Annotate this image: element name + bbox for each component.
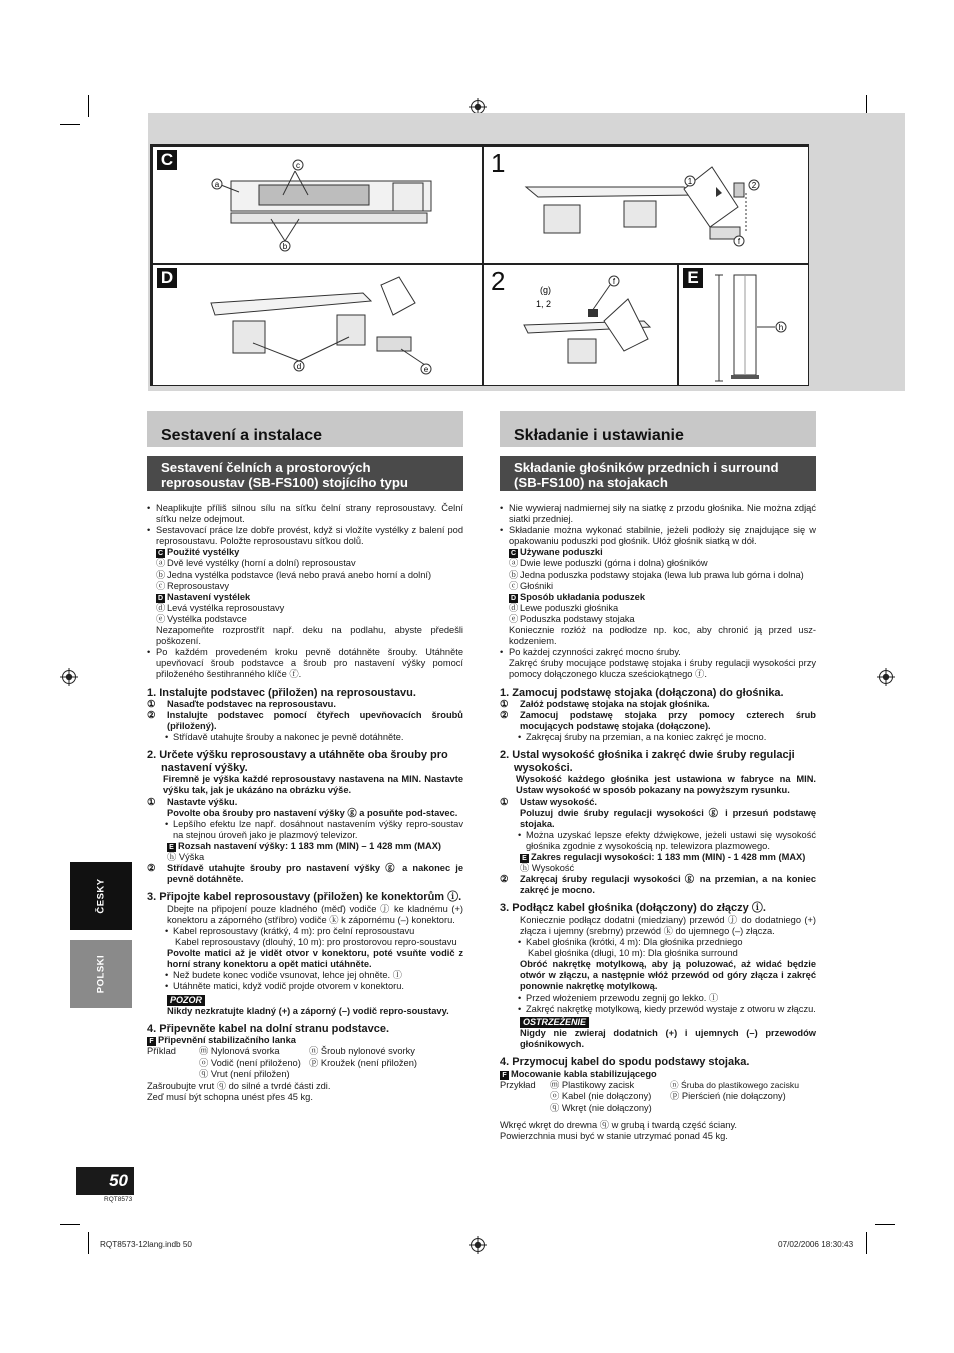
paragraph: Powierzchnia musi być w stanie utrzymać ponad 45 kg. — [500, 1131, 728, 1142]
list-item: ① Nasaďte podstavec na reprosoustavu. — [147, 699, 336, 709]
caution-text: Nikdy nezkratujte kladný (+) a záporný (–) vodič repro-soustavy. — [167, 1005, 449, 1016]
pad-placement-illustration — [153, 265, 484, 387]
list-item: ② Střídavě utahujte šrouby pro nastavení výšky ⓖ a nakonec je pevně dotáhněte. — [147, 863, 463, 885]
crop-mark — [866, 1232, 867, 1254]
list-item: ⓗ Výška — [167, 852, 205, 863]
bullet: • Zakręcaj śruby na przemian, a na koniec zakręć je mocno. — [500, 732, 816, 743]
crop-mark — [60, 1224, 80, 1225]
bullet: • Než budete konec vodiče vsunovat, lehce jej ohněte. ⓛ — [147, 970, 463, 981]
paragraph: Firemně je výška každé reprosoustavy nastavena na MIN. Nastavte výšku tak, jak je ukázáno na obrázku výše. — [163, 774, 463, 796]
label-e: e — [423, 365, 429, 374]
list-item: ⓓ Levá vystélka reprosoustavy — [156, 602, 285, 613]
bullet: • Lepšího efektu lze např. dosáhnout nastavením výšky repro-soustav na stejnou úroveň jako je plazmový televizor. — [147, 819, 463, 841]
caution-badge: OSTRZEŻENIE — [520, 1017, 589, 1028]
panel-1-number: 1 — [491, 148, 506, 178]
list-item: ⓐ Dvě levé vystélky (horní a dolní) reprosoustav — [156, 558, 356, 569]
panel-d — [152, 264, 483, 386]
example-item: ⓝ Śruba do plastikowego zacisku — [670, 1079, 799, 1090]
tab-polski: POLSKI — [70, 940, 132, 1008]
example-item: ⓟ Pierścień (nie dołączony) — [670, 1091, 786, 1102]
d-heading: D Sposób układania poduszek — [510, 591, 646, 602]
paragraph: Wysokość każdego głośnika jest ustawiona w fabryce na MIN. Ustaw wysokość w sposób pokazany na powyższym rysunku. — [516, 774, 816, 796]
f-heading: F Mocowanie kabla stabilizującego — [500, 1069, 816, 1080]
doc-code: RQT8573 — [104, 1196, 133, 1203]
height-range-illustration — [679, 265, 810, 387]
example-item: ⓜ Nylonová svorka — [199, 1046, 280, 1057]
example-item: ⓜ Plastikowy zacisk — [550, 1079, 635, 1090]
example-item: ⓠ Wkręt (nie dołączony) — [550, 1102, 652, 1113]
bullet: • Střídavě utahujte šrouby a nakonec je pevně dotáhněte. — [147, 732, 463, 743]
paragraph: • Po každém provedeném kroku pevně dotáhněte šrouby. Utáhněte upevňovací šroub podstavce a šroub pro nastavení výšky pomocí přiloženého šestihranného klíče ⓕ. — [147, 647, 463, 680]
registration-mark-left — [60, 668, 78, 686]
step-2-title: 2. Ustal wysokość głośnika i zakręć dwie śruby regulacji wysokości. — [500, 749, 795, 774]
paragraph: Povolte oba šrouby pro nastavení výšky ⓖ a posuňte pod-stavec. — [167, 807, 458, 818]
list-item: ① Ustaw wysokość. — [500, 796, 597, 807]
paragraph: Zakręć śruby mocujące podstawę stojaka i śruby regulacji wysokości przy pomocy dołączonego klucza sześciokątnego ⓕ. — [509, 658, 816, 680]
panel-e — [678, 264, 809, 386]
paragraph: • Sestavovací práce lze dobře provést, když si vložíte vystélky z balení pod reprosoustavu. Položte reprosoustavu síťkou dolů. — [147, 525, 463, 547]
paragraph: Dbejte na připojení pouze kladného (měď) vodiče ⓙ ke kladnému (+) konektoru a záporného (stříbro) vodiče ⓚ k zápornému (–) konektoru. — [167, 903, 463, 925]
list-item: ⓓ Lewe poduszki głośnika — [509, 602, 619, 613]
caution-badge: POZOR — [167, 995, 205, 1006]
step-3-title: 3. Připojte kabel reprosoustavy (přiložen) ke konektorům ⓘ. — [147, 891, 462, 904]
footer-file: RQT8573-12lang.indb 50 — [100, 1240, 192, 1249]
label-d: d — [296, 362, 302, 371]
section-title-pl: Składanie i ustawianie — [500, 411, 816, 447]
e-range: E Rozsah nastavení výšky: 1 183 mm (MIN) – 1 428 mm (MAX) — [147, 841, 463, 852]
label-b: b — [282, 242, 288, 251]
list-item: ⓒ Głośniki — [509, 580, 554, 591]
section-title-cz: Sestavení a instalace — [147, 411, 463, 447]
f-heading: F Připevnění stabilizačního lanka — [147, 1035, 463, 1046]
d-heading: D Nastavení vystélek — [157, 591, 251, 602]
step-4-title: 4. Připevněte kabel na dolní stranu podstavce. — [147, 1022, 390, 1035]
paragraph: Obróć nakrętkę motylkową, aby ją poluzować, aż widać będzie otwór w złączu, a następnie włóż przewód od góry złącza i zakręć ponownie nakrętkę motylkową. — [520, 959, 816, 992]
paragraph: Nezapomeňte rozprostřít např. deku na podlahu, abyste předešli poškození. — [156, 625, 463, 647]
list-item: ② Zakręcaj śruby regulacji wysokości ⓖ na przemian, a na koniec zakręć je mocno. — [500, 874, 816, 896]
paragraph: Koniecznie podłącz dodatni (miedziany) przewód ⓙ do dodatniego (+) złącza i ujemny (srebrny) przewód ⓚ do ujemnego (–) złącza. — [520, 914, 816, 936]
paragraph: Kabel reprosoustavy (dlouhý, 10 m): pro prostorovou repro-soustavu — [175, 937, 457, 948]
bullet: • Utáhněte matici, když vodič projde otvorem v konektoru. — [147, 981, 463, 992]
label-f2: f — [612, 277, 616, 286]
footer-date: 07/02/2006 18:30:43 — [778, 1240, 854, 1249]
panel-e-letter: E — [683, 268, 703, 288]
label-g: (g) — [540, 285, 551, 295]
list-item: ① Nastavte výšku. — [147, 796, 238, 807]
e-range: E Zakres regulacji wysokości: 1 183 mm (MIN) - 1 428 mm (MAX) — [500, 852, 816, 863]
label-h: h — [778, 323, 784, 332]
c-heading: C Używane poduszki — [510, 547, 603, 558]
example-item: ⓝ Šroub nylonové svorky — [309, 1046, 415, 1057]
list-item: ⓔ Vystélka podstavce — [156, 613, 247, 624]
panel-2-number: 2 — [491, 266, 506, 296]
crop-mark — [60, 124, 80, 125]
paragraph: Povolte matici až je vidět otvor v konektoru, poté vsuňte vodič z horní strany konektoru a opět matici utáhněte. — [167, 948, 463, 970]
label-f: f — [737, 237, 741, 246]
step-1-title: 1. Zamocuj podstawę stojaka (dołączona) do głośnika. — [500, 686, 784, 699]
paragraph: • Po każdej czynności zakręć mocno śruby. — [500, 647, 816, 658]
assembly-figure — [150, 144, 809, 386]
step-4-title: 4. Przymocuj kabel do spodu podstawy stojaka. — [500, 1056, 750, 1069]
subtitle-cz: Sestavení čelních a prostorových reprosoustav (SB-FS100) stojícího typu — [147, 456, 463, 491]
crop-mark — [88, 95, 89, 117]
list-item: ⓗ Wysokość — [520, 863, 575, 874]
panel-1 — [483, 146, 809, 264]
step-3-title: 3. Podłącz kabel głośnika (dołączony) do złączy ⓘ. — [500, 902, 766, 915]
bullet: • Przed włożeniem przewodu zegnij go lekko. ⓛ — [500, 993, 816, 1004]
label-1-2: 1, 2 — [536, 299, 552, 309]
c-heading: C Použité vystélky — [157, 547, 240, 558]
list-item: ② Zamocuj podstawę stojaka przy pomocy czterech śrub mocujących podstawę stojaka (dołączone). — [500, 710, 816, 732]
stand-base-attach-illustration — [484, 147, 810, 265]
registration-mark-right — [877, 668, 895, 686]
caution-text: Nigdy nie zwieraj dodatnich (+) i ujemnych (–) przewodów głośnikowych. — [520, 1027, 816, 1049]
crop-mark — [875, 1224, 895, 1225]
paragraph: Poluzuj dwie śruby regulacji wysokości ⓖ i przesuń podstawę stojaka. — [520, 807, 816, 829]
paragraph: Zašroubujte vrut ⓠ do silné a tvrdé části zdi. — [147, 1080, 331, 1091]
list-item: ⓐ Dwie lewe poduszki (górna i dolna) głośników — [509, 558, 708, 569]
list-item: ⓔ Poduszka podstawy stojaka — [509, 613, 635, 624]
step-1-title: 1. Instalujte podstavec (přiložen) na reprosoustavu. — [147, 686, 416, 699]
paragraph: Kabel głośnika (długi, 10 m): Dla głośnika surround — [528, 948, 738, 959]
example-label: Przykład — [500, 1079, 536, 1090]
bullet: • Kabel głośnika (krótki, 4 m): Dla głośnika przedniego — [500, 937, 816, 948]
paragraph: Wkręć wkręt do drewna ⓠ w grubą i twardą część ściany. — [500, 1120, 737, 1131]
paragraph: • Neaplikujte příliš silnou sílu na síťku čelní strany reprosoustavy. Čelní síťku nelze odejmout. — [147, 503, 463, 525]
bullet: • Można uzyskać lepsze efekty dźwiękowe, jeżeli ustawi się wysokość głośnika zgodnie z wysokością np. telewizora plazmowego. — [500, 830, 816, 852]
column-polish — [500, 411, 816, 1142]
list-item: ⓑ Jedna vystélka podstavce (levá nebo pravá anebo horní a dolní) — [156, 569, 432, 580]
label-1: 1 — [687, 177, 693, 186]
panel-c-letter: C — [157, 150, 177, 170]
list-item: ⓒ Reprosoustavy — [156, 580, 230, 591]
example-item: ⓞ Vodič (není přiloženo) — [199, 1057, 301, 1068]
example-label: Příklad — [147, 1046, 176, 1057]
speaker-on-pads-illustration — [153, 147, 484, 265]
registration-mark-bottom — [469, 1236, 487, 1254]
list-item: ⓑ Jedna poduszka podstawy stojaka (lewa lub prawa lub górna i dolna) — [509, 569, 804, 580]
paragraph: • Nie wywieraj nadmiernej siły na siatkę z przodu głośnika. Nie można zdjąć siatki przedniej. — [500, 503, 816, 525]
list-item: ① Załóż podstawę stojaka na stojak głośnika. — [500, 699, 710, 709]
step-2-title: 2. Určete výšku reprosoustavy a utáhněte oba šrouby pro nastavení výšky. — [147, 749, 448, 774]
bullet: • Zakręć nakrętkę motylkową, kiedy przewód wystaje z otworu w złączu. — [500, 1004, 816, 1015]
panel-d-letter: D — [157, 268, 177, 288]
label-c: c — [296, 161, 300, 170]
paragraph: Koniecznie rozłóż na podłodze np. koc, aby chronić ją przed usz-kodzeniem. — [509, 625, 816, 647]
label-a: a — [214, 180, 220, 189]
list-item: ② Instalujte podstavec pomocí čtyřech upevňovacích šroubů (přiložený). — [147, 710, 463, 732]
page-number: 50 — [76, 1167, 134, 1195]
example-grid — [147, 1046, 463, 1081]
example-item: ⓟ Kroužek (není přiložen) — [309, 1057, 417, 1068]
label-2: 2 — [751, 181, 757, 190]
crop-mark — [88, 1232, 89, 1254]
column-czech — [147, 411, 463, 1103]
height-adjust-illustration — [484, 265, 679, 387]
bullet: • Kabel reprosoustavy (krátký, 4 m): pro čelní reprosoustavu — [147, 926, 463, 937]
paragraph: Zeď musí být schopna unést přes 45 kg. — [147, 1091, 313, 1102]
tab-cesky: ČESKY — [70, 862, 132, 930]
example-grid — [500, 1080, 816, 1115]
example-item: ⓞ Kabel (nie dołączony) — [550, 1091, 652, 1102]
example-item: ⓠ Vrut (není přiložen) — [199, 1069, 290, 1080]
panel-c — [152, 146, 483, 264]
subtitle-pl: Składanie głośników przednich i surround (SB-FS100) na stojakach — [500, 456, 816, 491]
paragraph: • Składanie można wykonać stabilnie, jeżeli podłoży się znajdujące się w opakowaniu poduszki pod głośnik. Ułóż głośnik siatką w dół. — [500, 525, 816, 547]
panel-2 — [483, 264, 678, 386]
